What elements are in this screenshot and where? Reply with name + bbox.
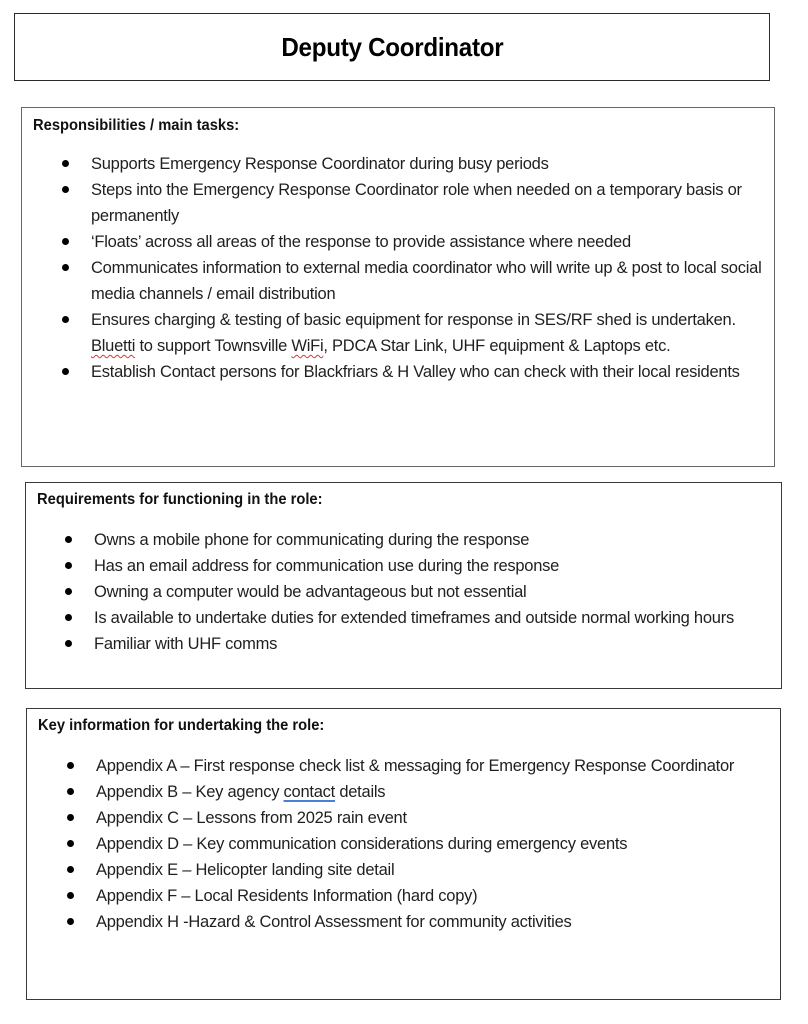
bullet-icon (65, 536, 72, 543)
list-item: Owns a mobile phone for communicating during the response (94, 527, 778, 553)
list-item: Appendix H -Hazard & Control Assessment for community activities (96, 909, 756, 935)
bullet-icon (62, 368, 69, 375)
list-item: Appendix B – Key agency contact details (96, 779, 756, 805)
list-item: Has an email address for communication use during the response (94, 553, 778, 579)
key-information-heading: Key information for undertaking the role: (38, 717, 325, 734)
list-item: Owning a computer would be advantageous but not essential (94, 579, 778, 605)
bullet-icon (67, 892, 74, 899)
bullet-icon (67, 788, 74, 795)
list-item: ‘Floats’ across all areas of the response to provide assistance where needed (91, 229, 771, 255)
bullet-icon (67, 918, 74, 925)
bullet-icon (67, 762, 74, 769)
bullet-icon (67, 866, 74, 873)
bullet-icon (65, 640, 72, 647)
bullet-icon (65, 614, 72, 621)
spellcheck-flag[interactable]: WiFi (291, 337, 324, 355)
key-information-section (26, 708, 781, 1000)
requirements-section (25, 482, 782, 689)
responsibilities-heading: Responsibilities / main tasks: (33, 117, 240, 134)
list-item: Supports Emergency Response Coordinator during busy periods (91, 151, 771, 177)
list-item: Appendix E – Helicopter landing site detail (96, 857, 756, 883)
title-box (14, 13, 770, 81)
requirements-heading: Requirements for functioning in the role: (37, 491, 323, 508)
list-item: Establish Contact persons for Blackfriars & H Valley who can check with their local residents (91, 359, 771, 385)
list-item: Appendix C – Lessons from 2025 rain event (96, 805, 756, 831)
bullet-icon (62, 238, 69, 245)
grammar-flag[interactable]: contact (283, 783, 335, 801)
list-item: Steps into the Emergency Response Coordinator role when needed on a temporary basis or permanently (91, 177, 771, 229)
responsibilities-section (21, 107, 775, 467)
list-item: Appendix A – First response check list & messaging for Emergency Response Coordinator (96, 753, 756, 779)
bullet-icon (67, 814, 74, 821)
list-item: Communicates information to external media coordinator who will write up & post to local social media channels / email distribution (91, 255, 771, 307)
list-item: Is available to undertake duties for extended timeframes and outside normal working hours (94, 605, 778, 631)
bullet-icon (62, 264, 69, 271)
bullet-icon (62, 316, 69, 323)
list-item: Familiar with UHF comms (94, 631, 778, 657)
bullet-icon (65, 562, 72, 569)
bullet-icon (65, 588, 72, 595)
requirements-list (94, 527, 778, 657)
responsibilities-list (91, 151, 771, 385)
key-information-list (96, 753, 756, 935)
list-item: Appendix F – Local Residents Information (hard copy) (96, 883, 756, 909)
list-item: Ensures charging & testing of basic equipment for response in SES/RF shed is undertaken. Bluetti to support Townsville WiFi, PDCA Star Link, UHF equipment & Laptops etc. (91, 307, 771, 359)
bullet-icon (62, 160, 69, 167)
list-item: Appendix D – Key communication considerations during emergency events (96, 831, 756, 857)
document-title: Deputy Coordinator (280, 31, 504, 62)
spellcheck-flag[interactable]: Bluetti (91, 337, 136, 355)
bullet-icon (62, 186, 69, 193)
bullet-icon (67, 840, 74, 847)
